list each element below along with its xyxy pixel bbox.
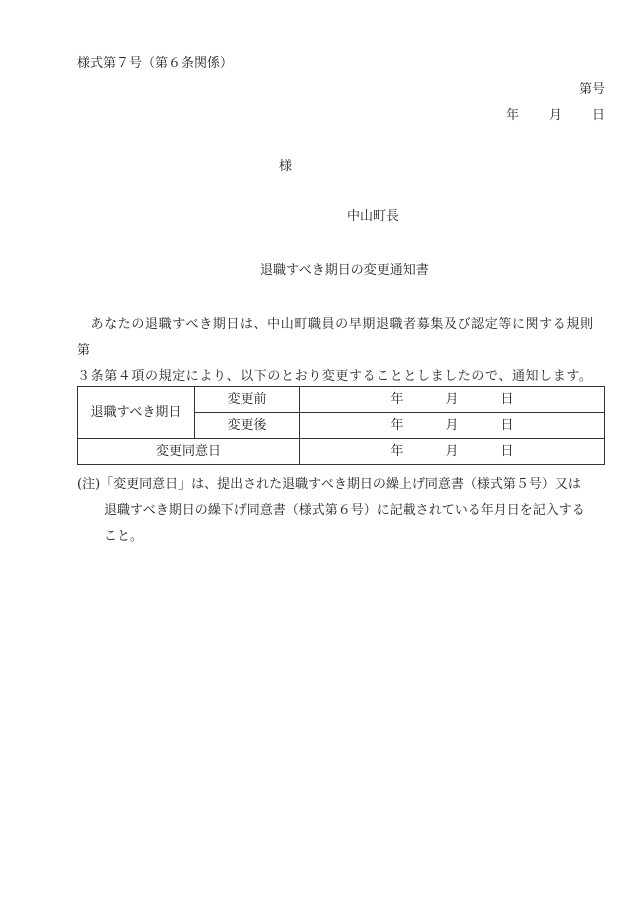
note-line-1: (注)「変更同意日」は、提出された退職すべき期日の繰上げ同意書（様式第５号）又は xyxy=(77,477,581,492)
consent-date: 年 月 日 xyxy=(300,439,605,465)
document-number: 第号 xyxy=(578,82,605,97)
form-number: 様式第７号（第６条関係） xyxy=(77,56,234,71)
issue-date-day: 日 xyxy=(591,108,605,123)
table-row xyxy=(78,387,605,413)
note xyxy=(77,472,609,550)
after-change-date: 年 月 日 xyxy=(300,413,605,439)
table-row xyxy=(78,439,605,465)
issue-date-month: 月 xyxy=(548,108,562,123)
consent-date-label: 変更同意日 xyxy=(78,439,300,465)
after-change-label: 変更後 xyxy=(195,413,300,439)
addressee: 様 xyxy=(279,159,293,174)
before-change-label: 変更前 xyxy=(195,387,300,413)
body-line-2: ３条第４項の規定により、以下のとおり変更することとしましたので、通知します。 xyxy=(77,369,593,384)
issue-date-year: 年 xyxy=(505,108,519,123)
issuer: 中山町長 xyxy=(347,209,400,224)
note-line-2: 退職すべき期日の繰下げ同意書（様式第６号）に記載されている年月日を記入する xyxy=(104,503,585,518)
issue-date xyxy=(506,109,605,122)
body-line-1: あなたの退職すべき期日は、中山町職員の早期退職者募集及び認定等に関する規則第 xyxy=(77,317,594,358)
retirement-date-header: 退職すべき期日 xyxy=(78,387,195,439)
retirement-date-table xyxy=(77,386,605,465)
document-title: 退職すべき期日の変更通知書 xyxy=(260,263,429,278)
note-line-3: こと。 xyxy=(104,529,144,544)
before-change-date: 年 月 日 xyxy=(300,387,605,413)
body-text xyxy=(77,312,607,390)
